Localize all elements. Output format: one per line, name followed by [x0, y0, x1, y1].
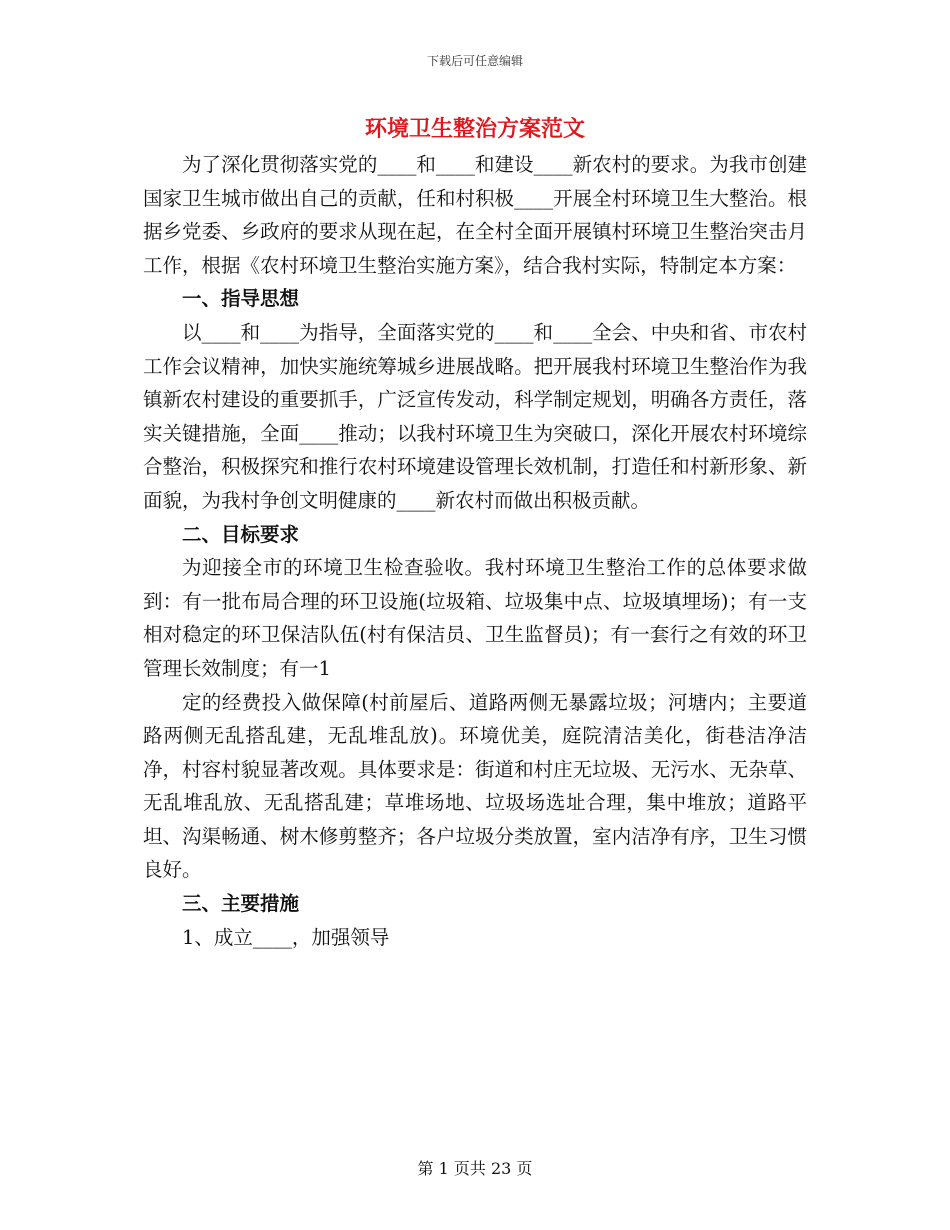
section-heading-goals: 二、目标要求 [182, 522, 300, 546]
section-heading-measures: 三、主要措施 [182, 892, 300, 916]
page-header-note: 下载后可任意编辑 [426, 54, 523, 68]
page-number-footer: 第 1 页共 23 页 [417, 1159, 533, 1178]
document-body [143, 148, 807, 954]
document-title: 环境卫生整治方案范文 [364, 116, 585, 142]
guiding-thought-paragraph: 以____和____为指导，全面落实党的____和____全会、中央和省、市农村工作会议精神，加快实施统筹城乡进展战略。把开展我村环境卫生整治作为我镇新农村建设的重要抓手，广泛宣传发动，科学制定规划，明确各方责任，落实关键措施，全面____推动；以我村环境卫生为突破口，深化开展农村环境综合整治，积极探究和推行农村环境建设管理长效机制，打造任和村新形象、新面貌，为我村争创文明健康的____新农村而做出积极贡献。 [143, 320, 807, 512]
measures-item-1: 1、成立____，加强领导 [182, 925, 390, 949]
section-heading-guiding-thought: 一、指导思想 [182, 287, 300, 311]
intro-paragraph: 为了深化贯彻落实党的____和____和建设____新农村的要求。为我市创建国家卫生城市做出自己的贡献，任和村积极____开展全村环境卫生大整治。根据乡党委、乡政府的要求从现在起，在全村全面开展镇村环境卫生整治突击月工作，根据《农村环境卫生整治实施方案》，结合我村实际，特制定本方案： [143, 153, 807, 277]
goals-paragraph-1: 为迎接全市的环境卫生检查验收。我村环境卫生整治工作的总体要求做到：有一批布局合理的环卫设施(垃圾箱、垃圾集中点、垃圾填埋场)；有一支相对稳定的环卫保洁队伍(村有保洁员、卫生监督员)；有一套行之有效的环卫管理长效制度；有一1 [143, 556, 807, 680]
goals-paragraph-2: 定的经费投入做保障(村前屋后、道路两侧无暴露垃圾；河塘内；主要道路两侧无乱搭乱建，无乱堆乱放)。环境优美，庭院清洁美化，街巷洁净洁净，村容村貌显著改观。具体要求是：街道和村庄无垃圾、无污水、无杂草、无乱堆乱放、无乱搭乱建；草堆场地、垃圾场选址合理，集中堆放；道路平坦、沟渠畅通、树木修剪整齐；各户垃圾分类放置，室内洁净有序，卫生习惯良好。 [143, 690, 807, 882]
